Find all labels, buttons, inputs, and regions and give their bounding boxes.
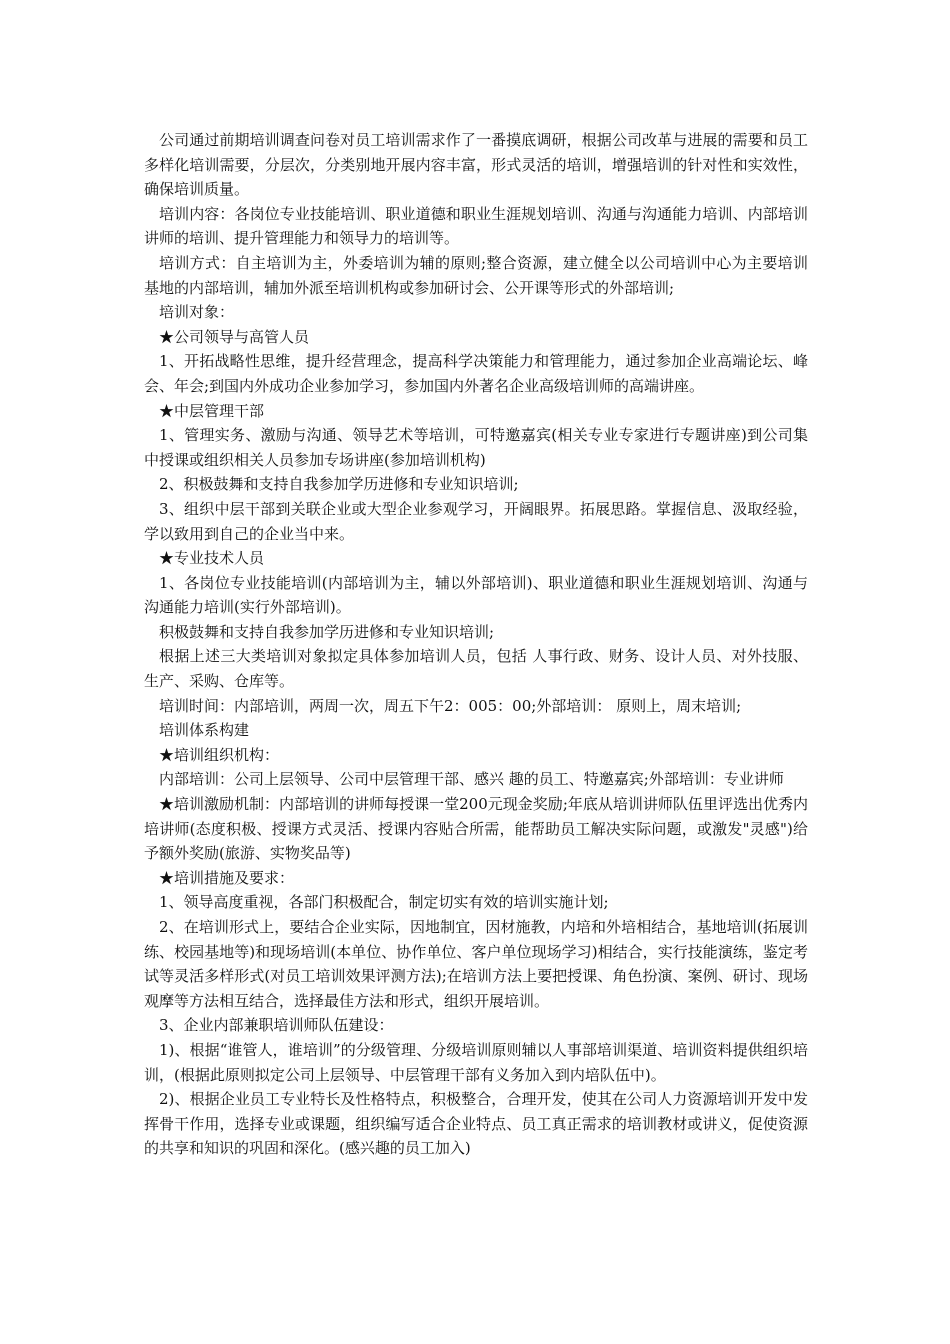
paragraph-training-time: 培训时间：内部培训，两周一次，周五下午2：005：00;外部培训： 原则上，周末培训; bbox=[159, 696, 742, 715]
paragraph-training-targets: 培训对象： bbox=[159, 303, 235, 322]
paragraph-system-construction: 培训体系构建 bbox=[159, 721, 250, 740]
paragraph-measure-2: 2、在培训形式上，要结合企业实际，因地制宜，因材施教，内培和外培相结合，基地培训(拓展训练、校园基地等)和现场培训(本单位、协作单位、客户单位现场学习)相结合，实行技能演练，鉴定考试等灵活多样形式(对员工培训效果评测方法);在培训方法上要把授课、角色扮演、案例、研讨、现场观摩等方法相互结合，选择最佳方法和形式，组织开展培训。 bbox=[144, 918, 808, 1010]
document-body bbox=[144, 128, 808, 1161]
paragraph-middle-item-1: 1、管理实务、激励与沟通、领导艺术等培训，可特邀嘉宾(相关专业专家进行专题讲座)到公司集中授课或组织相关人员参加专场讲座(参加培训机构) bbox=[144, 426, 808, 469]
paragraph-middle-item-2: 2、积极鼓舞和支持自我参加学历进修和专业知识培训; bbox=[159, 475, 519, 494]
paragraph-incentive: ★培训激励机制：内部培训的讲师每授课一堂200元现金奖励;年底从培训讲师队伍里评选出优秀内培讲师(态度积极、授课方式灵活、授课内容贴合所需，能帮助员工解决实际问题，或激发"灵感")给予额外奖励(旅游、实物奖品等) bbox=[144, 795, 808, 863]
paragraph-training-method: 培训方式：自主培训为主，外委培训为辅的原则;整合资源，建立健全以公司培训中心为主要培训基地的内部培训，辅加外派至培训机构或参加研讨会、公开课等形式的外部培训; bbox=[144, 253, 808, 297]
heading-senior-management: ★公司领导与高管人员 bbox=[159, 327, 310, 346]
paragraph-organization: 内部培训：公司上层领导、公司中层管理干部、感兴 趣的员工、特邀嘉宾;外部培训：专业讲师 bbox=[159, 770, 784, 789]
paragraph-training-content: 培训内容：各岗位专业技能培训、职业道德和职业生涯规划培训、沟通与沟通能力培训、内部培训讲师的培训、提升管理能力和领导力的培训等。 bbox=[144, 204, 808, 248]
paragraph-technical-item-2: 积极鼓舞和支持自我参加学历进修和专业知识培训; bbox=[159, 622, 495, 641]
paragraph-measure-1: 1、领导高度重视，各部门积极配合，制定切实有效的培训实施计划; bbox=[159, 893, 609, 912]
heading-organization: ★培训组织机构： bbox=[159, 745, 280, 764]
paragraph-measure-3-sub-1: 1)、根据“谁管人，谁培训”的分级管理、分级培训原则辅以人事部培训渠道、培训资料提供组织培训，(根据此原则拟定公司上层领导、中层管理干部有义务加入到内培队伍中)。 bbox=[144, 1040, 808, 1084]
heading-technical-staff: ★专业技术人员 bbox=[159, 549, 265, 568]
paragraph-measure-3-sub-2: 2)、根据企业员工专业特长及性格特点，积极整合，合理开发，使其在公司人力资源培训开发中发挥骨干作用，选择专业或课题，组织编写适合企业特点、员工真正需求的培训教材或讲义，促使资源的共享和知识的巩固和深化。(感兴趣的员工加入) bbox=[144, 1090, 808, 1158]
paragraph-senior-item-1: 1、开拓战略性思维，提升经营理念，提高科学决策能力和管理能力，通过参加企业高端论坛、峰会、年会;到国内外成功企业参加学习，参加国内外著名企业高级培训师的高端讲座。 bbox=[144, 352, 808, 395]
paragraph-intro: 公司通过前期培训调查问卷对员工培训需求作了一番摸底调研，根据公司改革与进展的需要和员工多样化培训需要，分层次，分类别地开展内容丰富，形式灵活的培训，增强培训的针对性和实效性，确保培训质量。 bbox=[144, 131, 808, 199]
heading-middle-management: ★中层管理干部 bbox=[159, 401, 265, 420]
paragraph-participants: 根据上述三大类培训对象拟定具体参加培训人员，包括 人事行政、财务、设计人员、对外技服、生产、采购、仓库等。 bbox=[144, 647, 808, 691]
heading-measures: ★培训措施及要求： bbox=[159, 868, 295, 887]
paragraph-measure-3: 3、企业内部兼职培训师队伍建设： bbox=[159, 1016, 394, 1035]
paragraph-technical-item-1: 1、各岗位专业技能培训(内部培训为主，辅以外部培训)、职业道德和职业生涯规划培训、沟通与沟通能力培训(实行外部培训)。 bbox=[144, 573, 808, 617]
paragraph-middle-item-3: 3、组织中层干部到关联企业或大型企业参观学习，开阔眼界。拓展思路。掌握信息、汲取经验，学以致用到自己的企业当中来。 bbox=[144, 499, 808, 543]
